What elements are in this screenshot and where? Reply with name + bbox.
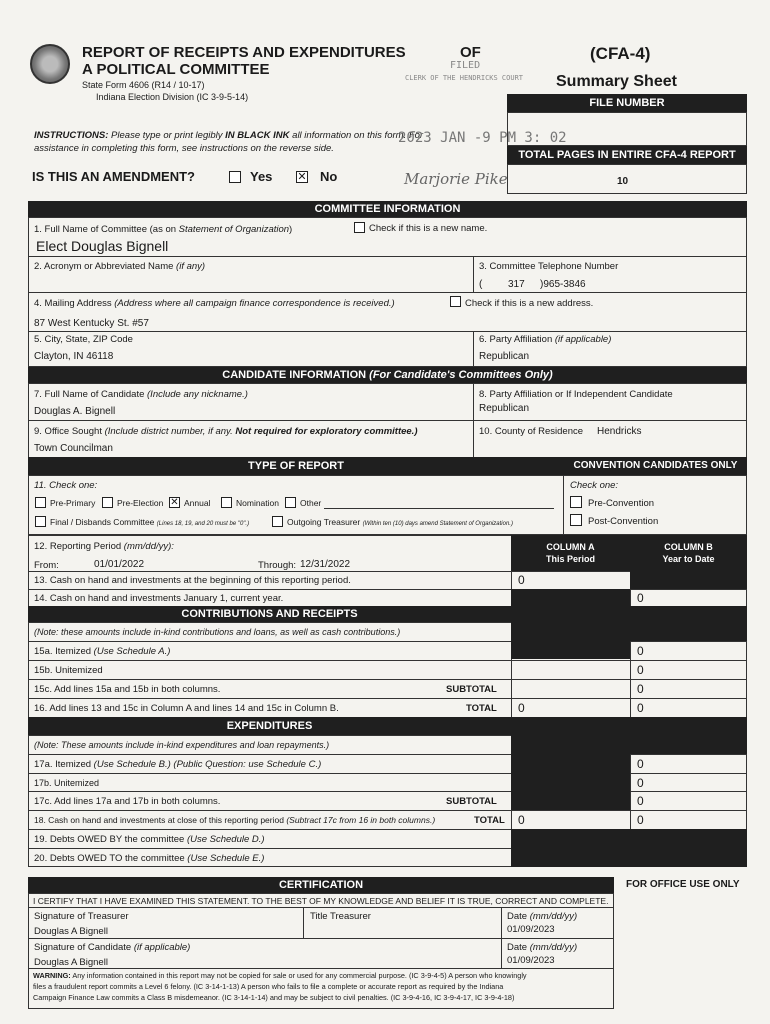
through-label: Through:: [258, 560, 297, 571]
total-pages-header: TOTAL PAGES IN ENTIRE CFA-4 REPORT: [507, 146, 747, 164]
col-b-sub: Year to Date: [662, 554, 715, 564]
f1-text-italic: Statement of Organization: [178, 224, 290, 235]
f7-text-italic: (Include any nickname.): [147, 389, 248, 400]
treasurer-date-value[interactable]: 01/09/2023: [507, 924, 555, 935]
cand-date-text: Date: [507, 942, 530, 953]
candidate-signature-value[interactable]: Douglas A Bignell: [34, 957, 108, 968]
line-17b-label: 17b. Unitemized: [34, 778, 100, 788]
l18-text: 18. Cash on hand and investments at close of this reporting period: [34, 815, 287, 825]
candidate-header-text: CANDIDATE INFORMATION: [222, 369, 370, 381]
committee-info-header: COMMITTEE INFORMATION: [28, 201, 747, 217]
f1-text-end: ): [289, 224, 293, 235]
warning-1: Any information contained in this report may not be copied for sale or used for any commercial purpose. (IC 3-9-4-5) A person who knowingly: [70, 971, 527, 980]
pre-primary-label: Pre-Primary: [50, 498, 96, 508]
candidate-header-italic: (For Candidate's Committees Only): [369, 369, 553, 381]
mailing-address-label: [34, 298, 395, 309]
shaded-block: [511, 589, 630, 659]
amendment-yes-checkbox[interactable]: [229, 171, 241, 183]
col-a-title: COLUMN A: [546, 542, 595, 552]
pre-primary-checkbox[interactable]: [35, 497, 46, 508]
convention-header: CONVENTION CANDIDATES ONLY: [564, 457, 747, 475]
new-address-label: Check if this is a new address.: [465, 298, 594, 309]
date-text-italic: (mm/dd/yy): [529, 911, 578, 922]
cert-divider: [501, 907, 502, 968]
outgoing-note: (Within ten (10) days amend Statement of Organization.): [362, 521, 513, 527]
f6-text-italic: (if applicable): [554, 334, 612, 345]
office-sought-label: [34, 426, 418, 437]
city-state-zip-label: 5. City, State, ZIP Code: [34, 334, 133, 345]
shaded-block: [511, 754, 630, 810]
row-line: [28, 907, 614, 908]
line-15c-label: 15c. Add lines 15a and 15b in both columns.: [34, 684, 221, 695]
nomination-checkbox[interactable]: [221, 497, 232, 508]
from-label: From:: [34, 560, 59, 571]
check-one-label: 11. Check one:: [34, 480, 98, 491]
period-text-italic: (mm/dd/yy):: [123, 541, 174, 552]
amendment-yes-label: Yes: [250, 169, 273, 184]
line-18-col-a[interactable]: 0: [518, 813, 525, 827]
line-16-col-a[interactable]: 0: [518, 701, 525, 715]
line-17c-col-b[interactable]: 0: [637, 794, 644, 808]
col-a-sub: This Period: [545, 554, 595, 564]
title-line1: REPORT OF RECEIPTS AND EXPENDITURES: [82, 44, 406, 61]
candidate-date-value[interactable]: 01/09/2023: [507, 955, 555, 966]
total-18-label: TOTAL: [474, 815, 505, 826]
state-form-number: State Form 4606 (R14 / 10-17): [82, 80, 205, 90]
outgoing-label: [287, 517, 513, 527]
f4-text-italic: (Address where all campaign finance correspondence is received.): [114, 298, 395, 309]
period-text: 12. Reporting Period: [34, 541, 124, 552]
instructions-text2: all information on this form. For: [289, 130, 424, 141]
candidate-info-header: [28, 367, 747, 383]
candidate-party-value: Republican: [479, 403, 530, 414]
subtotal-15-label: SUBTOTAL: [446, 684, 497, 695]
shaded-block: [511, 717, 747, 754]
title-line2: A POLITICAL COMMITTEE: [82, 61, 270, 78]
cert-divider: [303, 907, 304, 938]
new-address-checkbox[interactable]: [450, 296, 461, 307]
new-name-checkbox[interactable]: [354, 222, 365, 233]
phone-open: (: [479, 279, 483, 290]
line-14-label: 14. Cash on hand and investments January 1, current year.: [34, 593, 284, 604]
treasurer-title-label: Title Treasurer: [310, 911, 371, 922]
shaded-block: [630, 606, 747, 641]
certification-statement: I CERTIFY THAT I HAVE EXAMINED THIS STATEMENT. TO THE BEST OF MY KNOWLEDGE AND BELIEF IT IS TRUE, CORRECT AND COMPLETE.: [33, 896, 609, 906]
certification-header: CERTIFICATION: [28, 877, 614, 893]
other-label: Other: [300, 498, 322, 508]
phone-label: 3. Committee Telephone Number: [479, 261, 619, 272]
l15a-text-italic: (Use Schedule A.): [93, 646, 171, 657]
candidate-date-label: [507, 942, 577, 953]
instructions-lead: INSTRUCTIONS:: [34, 130, 109, 141]
total-pages-value: 10: [617, 176, 629, 187]
f7-text: 7. Full Name of Candidate: [34, 389, 148, 400]
candidate-name-value: Douglas A. Bignell: [34, 406, 116, 417]
line-13-label: 13. Cash on hand and investments at the beginning of this reporting period.: [34, 575, 351, 586]
l20-text: 20. Debts OWED TO the committee: [34, 853, 188, 864]
l17a-text-italic: (Use Schedule B.) (Public Question: use Schedule C.): [93, 759, 322, 770]
exp-note: (Note: These amounts include in-kind expenditures and loan repayments.): [34, 740, 330, 750]
county-value: Hendricks: [597, 426, 642, 437]
treasurer-date-label: [507, 911, 577, 922]
other-checkbox[interactable]: [285, 497, 296, 508]
f9-text-bold: Not required for exploratory committee.): [235, 426, 418, 437]
column-b-header: [630, 535, 747, 571]
line-15b-col-b[interactable]: 0: [637, 663, 644, 677]
other-line[interactable]: [324, 508, 554, 509]
date-text: Date: [507, 911, 530, 922]
phone-area-code: 317: [508, 279, 525, 290]
line-16-col-b[interactable]: 0: [637, 701, 644, 715]
office-use-label: FOR OFFICE USE ONLY: [626, 879, 740, 890]
f9-text-italic: (Include district number, if any.: [104, 426, 236, 437]
outgoing-text: Outgoing Treasurer: [287, 517, 361, 527]
state-seal-icon: [30, 44, 70, 84]
line-18-label: [34, 815, 435, 825]
post-convention-checkbox[interactable]: [570, 514, 582, 526]
final-checkbox[interactable]: [35, 516, 46, 527]
final-label: [50, 517, 249, 527]
through-date: 12/31/2022: [300, 559, 351, 570]
line-20-label: [34, 853, 264, 864]
new-name-label: Check if this is a new name.: [369, 223, 488, 234]
f1-text: 1. Full Name of Committee (as on: [34, 224, 179, 235]
annual-label: Annual: [184, 498, 211, 508]
row-line: [28, 968, 614, 969]
col-b-title: COLUMN B: [664, 542, 713, 552]
total-16-label: TOTAL: [466, 703, 497, 714]
cand-date-text-italic: (mm/dd/yy): [529, 942, 578, 953]
row-line: [28, 679, 747, 680]
row-line: [28, 698, 747, 699]
instructions-text1: Please type or print legibly: [108, 130, 226, 141]
amendment-no-checkbox[interactable]: ✕: [297, 171, 307, 183]
line-16-label: 16. Add lines 13 and 15c in Column A and lines 14 and 15c in Column B.: [34, 703, 339, 714]
clerk-signature: Marjorie Pike: [404, 170, 508, 188]
summary-sheet-title: Summary Sheet: [556, 73, 677, 90]
title-of: OF: [460, 44, 481, 61]
filed-stamp: FILED: [450, 60, 481, 71]
from-date: 01/01/2022: [94, 559, 145, 570]
city-state-zip-value: Clayton, IN 46118: [34, 351, 114, 362]
warning-line3: Campaign Finance Law commits a Class B misdemeanor. (IC 3-14-1-14) and may be subject to civil penalties. (IC 3-9-4-16, IC 3-9-4-17, IC 3-9-4-18): [33, 993, 515, 1002]
phone-number: )965-3846: [540, 279, 586, 290]
line-19-label: [34, 834, 265, 845]
cand-sig-text: Signature of Candidate: [34, 942, 134, 953]
l18-text-italic: (Subtract 17c from 16 in both columns.): [286, 815, 436, 825]
file-number-header: FILE NUMBER: [507, 94, 747, 112]
nomination-label: Nomination: [236, 498, 279, 508]
pre-convention-checkbox[interactable]: [570, 496, 582, 508]
line-13-col-a[interactable]: 0: [518, 573, 525, 587]
amendment-no-label: No: [320, 169, 338, 184]
annual-checkbox[interactable]: ✕: [170, 497, 179, 508]
l19-text-italic: (Use Schedule D.): [186, 834, 265, 845]
conv-check-one-label: Check one:: [570, 480, 619, 491]
county-label: 10. County of Residence: [479, 426, 584, 437]
l20-text-italic: (Use Schedule E.): [187, 853, 265, 864]
l17a-text: 17a. Itemized: [34, 759, 94, 770]
treasurer-signature-label: Signature of Treasurer: [34, 911, 129, 922]
candidate-party-label: 8. Party Affiliation or If Independent Candidate: [479, 389, 673, 400]
warning-line1: [33, 970, 611, 981]
mailing-address-value: 87 West Kentucky St. #57: [34, 318, 149, 329]
post-convention-label: Post-Convention: [588, 516, 659, 527]
line-14-col-b[interactable]: 0: [637, 591, 644, 605]
contributions-header: CONTRIBUTIONS AND RECEIPTS: [28, 606, 511, 622]
l19-text: 19. Debts OWED BY the committee: [34, 834, 187, 845]
party-affiliation-label: [479, 334, 611, 345]
l15a-text: 15a. Itemized: [34, 646, 94, 657]
clerk-stamp: CLERK OF THE HENDRICKS COURT: [405, 74, 524, 82]
line-17c-label: 17c. Add lines 17a and 17b in both columns.: [34, 796, 221, 807]
line-15b-label: 15b. Unitemized: [34, 665, 103, 676]
date-stamp: 2023 JAN -9 PM 3: 02: [398, 130, 567, 146]
party-affiliation-value: Republican: [479, 351, 530, 362]
warning-lead: WARNING:: [33, 971, 71, 980]
instructions-line2: assistance in completing this form, see instructions on the reverse side.: [34, 143, 334, 154]
form-title: [82, 44, 406, 78]
subtotal-17-label: SUBTOTAL: [446, 796, 497, 807]
pre-election-label: Pre-Election: [117, 498, 164, 508]
line-15a-col-b[interactable]: 0: [637, 644, 644, 658]
final-note: (Lines 18, 19, and 20 must be "0".): [156, 521, 250, 527]
final-text: Final / Disbands Committee: [50, 517, 155, 527]
line-17a-col-b[interactable]: 0: [637, 757, 644, 771]
candidate-signature-label: [34, 942, 190, 953]
reporting-period-label: [34, 541, 174, 552]
election-division: Indiana Election Division (IC 3-9-5-14): [96, 92, 249, 102]
pre-convention-label: Pre-Convention: [588, 498, 655, 509]
shaded-block: [630, 571, 747, 589]
treasurer-signature-value[interactable]: Douglas A Bignell: [34, 926, 108, 937]
row-line: [28, 810, 747, 811]
row-line: [28, 773, 747, 774]
line-18-col-b[interactable]: 0: [637, 813, 644, 827]
amendment-question: IS THIS AN AMENDMENT?: [32, 169, 195, 184]
f9-text: 9. Office Sought: [34, 426, 105, 437]
warning-text: [33, 970, 611, 1003]
row-line: [28, 938, 614, 939]
committee-name-label: [34, 224, 292, 235]
form-code: (CFA-4): [590, 44, 651, 63]
row-line: [28, 754, 747, 755]
row-line: [28, 660, 747, 661]
f4-text: 4. Mailing Address: [34, 298, 115, 309]
expenditures-header: EXPENDITURES: [28, 717, 511, 735]
committee-name-value: Elect Douglas Bignell: [36, 238, 169, 254]
cand-sig-text-italic: (if applicable): [133, 942, 191, 953]
instructions-line1: [34, 130, 423, 141]
column-a-header: [511, 535, 630, 571]
row-line: [28, 791, 747, 792]
line-15c-col-b[interactable]: 0: [637, 682, 644, 696]
row-line: [28, 589, 747, 590]
row-line: [28, 641, 747, 642]
type-of-report-header: TYPE OF REPORT: [28, 457, 564, 475]
f6-text: 6. Party Affiliation: [479, 334, 555, 345]
line-17a-label: [34, 759, 321, 770]
contrib-note: (Note: these amounts include in-kind contributions and loans, as well as cash contributions.): [34, 627, 401, 637]
line-17b-col-b[interactable]: 0: [637, 776, 644, 790]
f2-text: 2. Acronym or Abbreviated Name: [34, 261, 177, 272]
instructions-ink: IN BLACK INK: [225, 130, 290, 141]
f2-text-italic: (if any): [176, 261, 206, 272]
shaded-block: [511, 829, 747, 867]
candidate-name-label: [34, 389, 248, 400]
outgoing-checkbox[interactable]: [272, 516, 283, 527]
line-15a-label: [34, 646, 170, 657]
warning-line2: files a fraudulent report commits a Level 6 felony. (IC 3-14-1-13) A person who fails to file a complete or accurate report as required by the Indiana: [33, 982, 504, 991]
office-sought-value: Town Councilman: [34, 443, 113, 454]
acronym-label: [34, 261, 205, 272]
pre-election-checkbox[interactable]: [102, 497, 113, 508]
